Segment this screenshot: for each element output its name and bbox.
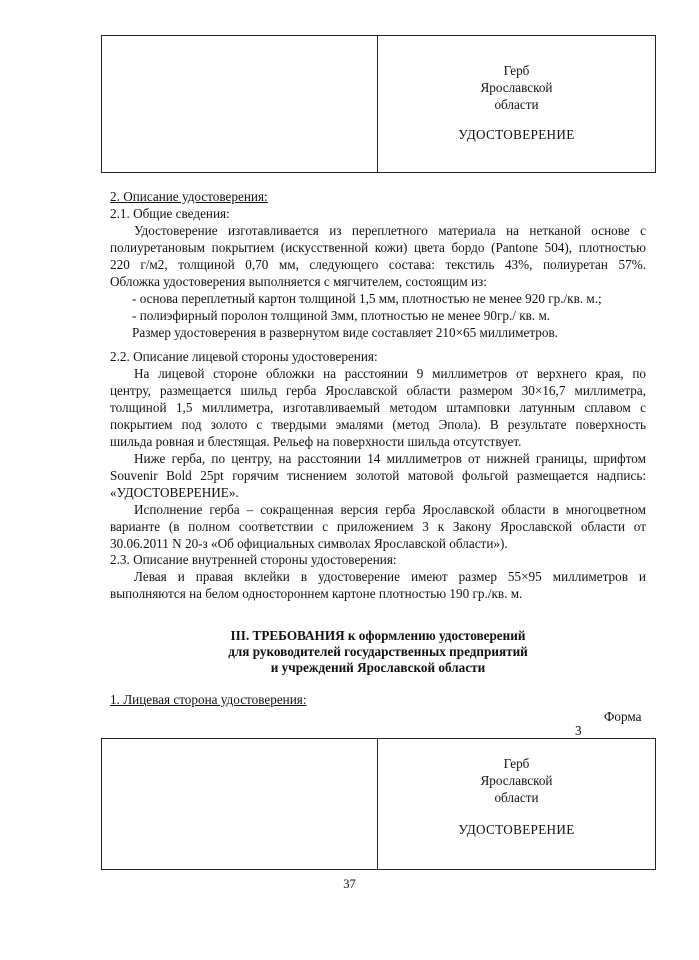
paragraph-line: «УДОСТОВЕРЕНИЕ».: [110, 485, 239, 500]
section-3-heading: [110, 628, 646, 676]
paragraph-line: центру, размещается шильд герба Ярославской области размером 30×16,7 миллиметра,: [110, 383, 646, 398]
paragraph-line: Размер удостоверения в развернутом виде составляет 210×65 миллиметров.: [132, 325, 558, 340]
section-heading: 2. Описание удостоверения:: [110, 189, 268, 204]
cover-title: УДОСТОВЕРЕНИЕ: [458, 127, 575, 142]
coat-of-arms-caption: [378, 62, 655, 113]
paragraph-line: выполняются на белом одностороннем картоне плотностью 190 гр./кв. м.: [110, 586, 523, 601]
section-2-2: [110, 348, 646, 552]
cover-front-frame-sample: [101, 738, 656, 870]
heading-line: и учреждений Ярославской области: [270, 660, 486, 675]
paragraph-line: покрытием под золото с твердыми эмалями (метод Эпола). В результате поверхность: [110, 417, 646, 432]
paragraph-line: На лицевой стороне обложки на расстоянии 9 миллиметров от верхнего края, по: [134, 366, 646, 381]
coat-line: области: [494, 790, 539, 805]
coat-line: Ярославской: [480, 80, 553, 95]
subsection-heading: 1. Лицевая сторона удостоверения:: [110, 692, 307, 707]
coat-line: Герб: [503, 756, 530, 771]
subsection-heading: 2.2. Описание лицевой стороны удостоверения:: [110, 349, 378, 364]
coat-of-arms-caption: [378, 755, 655, 806]
section-3-sub1: [110, 691, 646, 708]
paragraph-line: шильда ровная и блестящая. Рельеф на поверхности шильда отсутствует.: [110, 434, 522, 449]
paragraph-line: полиуретановым покрытием (искусственной кожи) цвета бордо (Pantone 504), плотностью: [110, 240, 646, 255]
subsection-heading: 2.1. Общие сведения:: [110, 206, 230, 221]
cover-back-panel: [102, 739, 378, 869]
subsection-heading: 2.3. Описание внутренней стороны удостоверения:: [110, 552, 397, 567]
paragraph-line: Souvenir Bold 25pt горячим тиснением золотой матовой фольгой размещается надпись:: [110, 468, 646, 483]
paragraph-line: Удостоверение изготавливается из переплетного материала на нетканой основе с: [134, 223, 646, 238]
cover-title: УДОСТОВЕРЕНИЕ: [458, 822, 575, 837]
coat-line: Ярославской: [480, 773, 553, 788]
paragraph-line: 30.06.2011 N 20-з «Об официальных символах Ярославской области»).: [110, 536, 508, 551]
heading-line: для руководителей государственных предприятий: [228, 644, 528, 659]
list-item: - полиэфирный поролон толщиной 3мм, плотностью не менее 90гр./ кв. м.: [132, 308, 551, 323]
paragraph-line: толщиной 1,5 миллиметра, изготавливаемый методом штамповки латунным сплавом с: [110, 400, 646, 415]
section-2: [110, 188, 646, 341]
page-number: 37: [343, 877, 356, 891]
coat-line: области: [494, 97, 539, 112]
paragraph-line: 220 г/м2, толщиной 0,70 мм, следующего состава: текстиль 43%, полиуретан 57%.: [110, 257, 646, 272]
paragraph-line: Исполнение герба – сокращенная версия герба Ярославской области в многоцветном: [134, 502, 646, 517]
cover-front-frame: [101, 35, 656, 173]
heading-line: III. ТРЕБОВАНИЯ к оформлению удостоверений: [230, 628, 526, 643]
cover-front-panel: [378, 739, 655, 869]
form-number: 3: [575, 723, 582, 738]
paragraph-line: варианте (в полном соответствии с приложением 3 к Закону Ярославской области от: [110, 519, 646, 534]
paragraph-line: Ниже герба, по центру, на расстоянии 14 миллиметров от нижней границы, шрифтом: [134, 451, 646, 466]
cover-front-panel: [378, 36, 655, 172]
section-2-3: [110, 551, 646, 602]
form-label: Форма: [604, 709, 642, 724]
list-item: - основа переплетный картон толщиной 1,5 мм, плотностью не менее 920 гр./кв. м.;: [132, 291, 602, 306]
paragraph-line: Обложка удостоверения выполняется с мягчителем, состоящим из:: [110, 274, 487, 289]
cover-back-panel: [102, 36, 378, 172]
paragraph-line: Левая и правая вклейки в удостоверение имеют размер 55×95 миллиметров и: [134, 569, 646, 584]
coat-line: Герб: [503, 63, 530, 78]
